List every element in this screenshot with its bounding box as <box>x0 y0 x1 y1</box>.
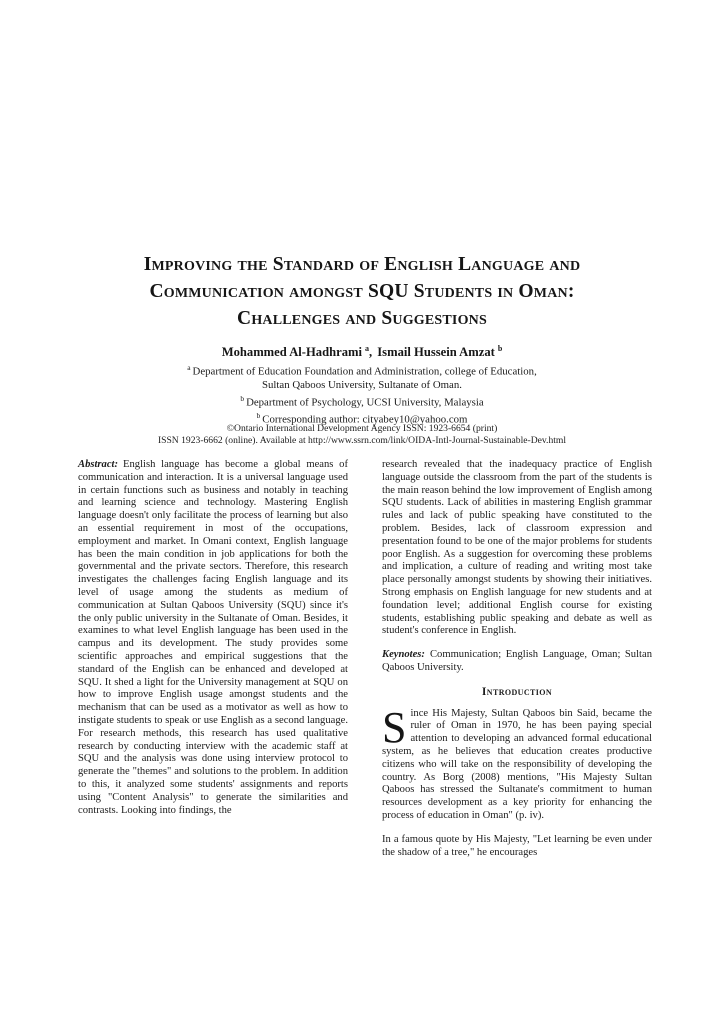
affiliation-superscript: b <box>240 393 245 403</box>
author-superscript-1: a <box>364 344 369 353</box>
author-superscript-2: b <box>497 344 503 353</box>
author-name-2: Ismail Hussein Amzat <box>377 345 495 360</box>
quote-paragraph: In a famous quote by His Majesty, "Let learning be even under the shadow of a tree," he encourages <box>382 833 652 858</box>
affiliation-line-1 <box>62 361 662 379</box>
affiliations-block <box>62 361 662 427</box>
body-columns <box>78 459 652 870</box>
affiliation-line-3 <box>62 392 662 410</box>
author-separator: , <box>368 345 376 360</box>
keynotes-text: Communication; English Language, Oman; Sultan Qaboos University. <box>382 649 652 673</box>
author-name-1: Mohammed Al-Hadhrami <box>221 345 362 360</box>
affiliation-superscript: a <box>187 363 191 372</box>
issn-line-1: ©Ontario International Development Agency ISSN: 1923-6654 (print) <box>226 423 498 434</box>
keynotes-paragraph <box>382 649 652 675</box>
introduction-heading: Introduction <box>481 685 553 698</box>
issn-line-2: ISSN 1923-6662 (online). Available at http://www.ssrn.com/link/OIDA-Intl-Journal-Sustainable-Dev.html <box>157 435 567 446</box>
title-line-3: Challenges and Suggestions <box>237 308 487 329</box>
abstract-paragraph <box>78 459 348 817</box>
affiliation-text: Department of Psychology, UCSI University, Malaysia <box>246 396 484 409</box>
authors-line <box>62 344 662 360</box>
introduction-paragraph <box>382 702 652 823</box>
title-line-1: Improving the Standard of English Language and <box>143 254 581 275</box>
affiliation-text: Department of Education Foundation and Administration, college of Education, <box>192 365 537 378</box>
affiliation-superscript: b <box>256 411 261 421</box>
right-column <box>382 459 652 870</box>
abstract-text: English language has become a global means of communication and interaction. It is a universal language used in certain functions such as business and notably in teaching and learning science and technology. Mastering English language doesn't only facilitate the process of learning but also an essential requirement in most of the occupations, employment and market. In Omani context, English language has been the main condition in job applications for both the governmental and the private sectors. Therefore, this research investigates the challenges facing English language and its level of usage among the students as medium of communication at Sultan Qaboos University (SQU) since it's the only public university in the Sultanate of Oman. Besides, it examines to what level English language has been used in the campus and its development. The study provides some scientific approaches and empirical suggestions that the standard of the English can be enhanced and developed at SQU. It shed a light for the University management at SQU on how to improve English usage amongst students and the mechanism that can be used as a motivator as well as how to instigate students to speak or use English as a second language. For research methods, this research has used qualitative research by conducting interview with the academic staff at SQU and the analysis was done using interview protocol to generate the "themes" and solutions to the problem. In addition to this, it analyzed some students' assignments and reports using "Content Analysis" to generate the similarities and contrasts. Looking into findings, the <box>78 459 348 816</box>
issn-copyright-block <box>42 423 682 447</box>
abstract-label: Abstract: <box>78 459 119 470</box>
left-column <box>78 459 348 870</box>
title-line-2: Communication amongst SQU Students in Oman: <box>149 281 575 302</box>
affiliation-line-2 <box>62 379 662 392</box>
introduction-text: ince His Majesty, Sultan Qaboos bin Said, became the ruler of Oman in 1970, he has been paying special attention to developing an advanced formal educational system, as he believes that education creates productive citizens who will take on the responsibility of developing the country. As Borg (2008) mentions, "His Majesty Sultan Qaboos has stressed the Sultanate's commitment to human resources development as a key priority for enhancing the process of education in Oman" (p. iv). <box>382 707 652 821</box>
affiliation-text: Sultan Qaboos University, Sultanate of Oman. <box>262 378 462 391</box>
keynotes-label: Keynotes: <box>382 649 425 661</box>
corresponding-author-email: Corresponding author: cityabey10@yahoo.com <box>262 413 468 426</box>
abstract-continuation-paragraph: research revealed that the inadequacy practice of English language outside the classroom from the part of the students is the main reason behind the low improvement of English among SQU students. Lack of abilities in mastering English grammar rules and lack of public speaking have constituted to the problem. Besides, lack of classroom expression and presentation found to be one of the major problems for students poor English. As a suggestion for overcoming these problems and implication, a culture of reading and writing most take place personally amongst students by showing their initiatives. Strong emphasis on English language for new students and at foundation level; additional English course for existing students, establishing public speaking and debate as well as student's conference in English. <box>382 459 652 637</box>
drop-cap: S <box>382 702 407 752</box>
paper-title <box>62 251 662 332</box>
